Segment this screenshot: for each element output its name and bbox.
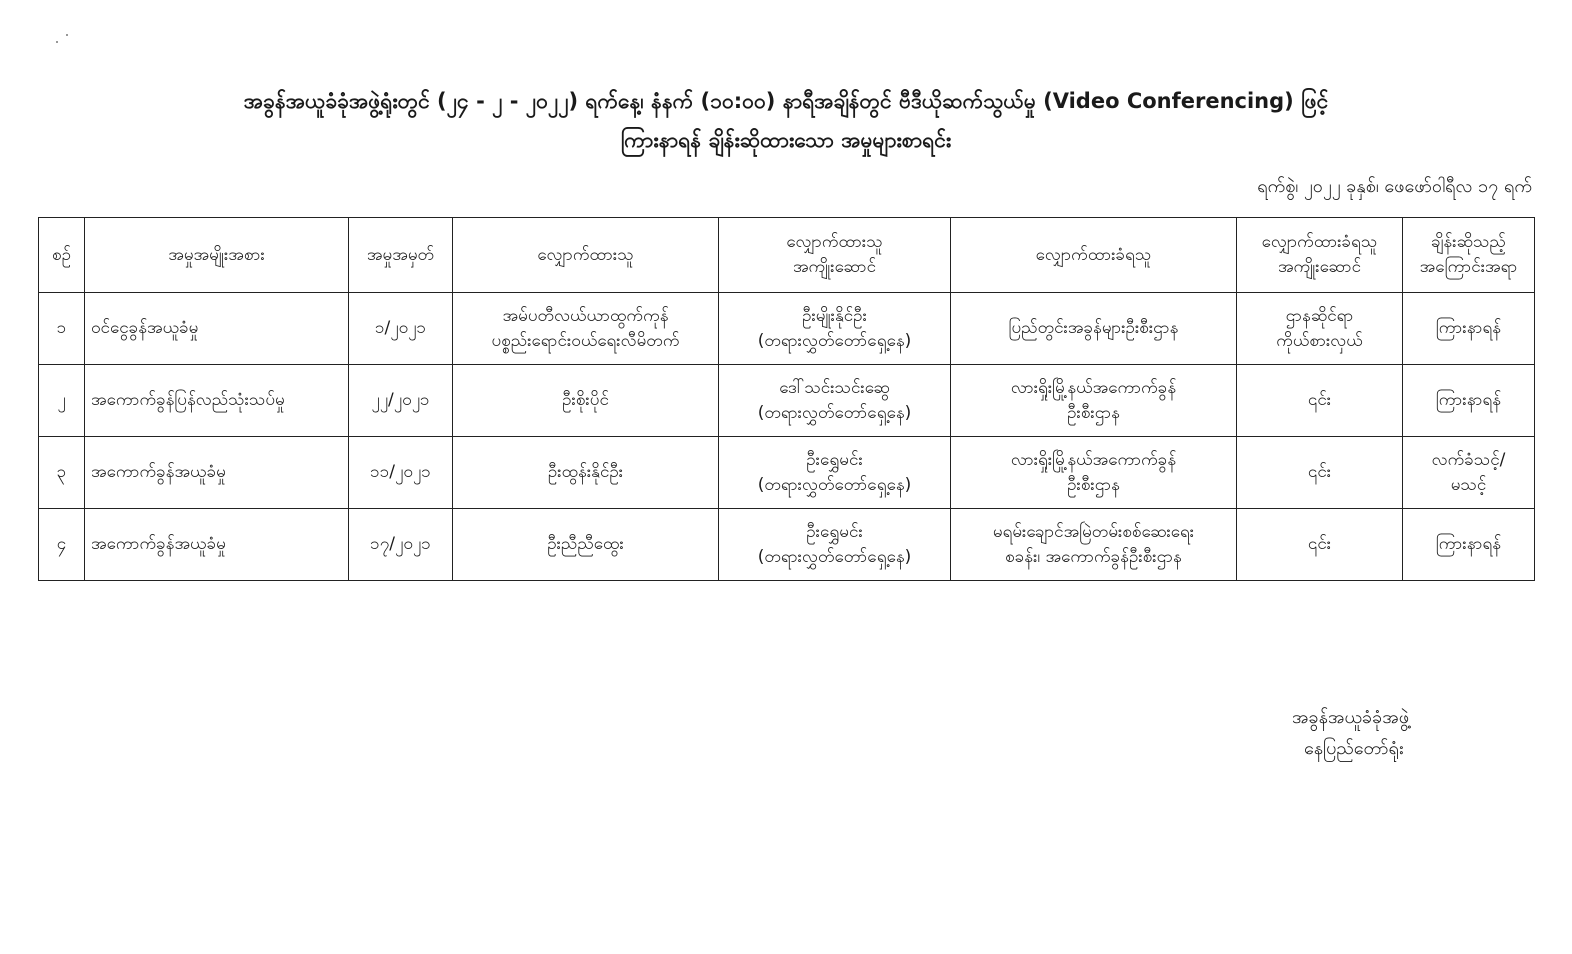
header-applicant-agent: လျှောက်ထားသူ အကျိုးဆောင် [719, 218, 951, 293]
cell-case-type: အကောက်ခွန်ပြန်လည်သုံးသပ်မှု [85, 365, 349, 437]
cell-applicant: ဦးညီညီထွေး [453, 509, 719, 581]
cell-respondent: ပြည်တွင်းအခွန်များဦးစီးဌာန [951, 293, 1237, 365]
header-no: စဉ် [39, 218, 85, 293]
header-purpose: ချိန်းဆိုသည့် အကြောင်းအရာ [1403, 218, 1535, 293]
cell-applicant-agent: ဦးရွှေမင်း (တရားလွှတ်တော်ရှေ့နေ) [719, 437, 951, 509]
signature-block [1292, 703, 1409, 764]
cell-applicant: ဦးထွန်းနိုင်ဦး [453, 437, 719, 509]
cell-purpose: ကြားနာရန် [1403, 509, 1535, 581]
cell-respondent-agent: ၎င်း [1237, 437, 1403, 509]
scan-speck [56, 41, 58, 43]
table-row [39, 293, 1535, 365]
cell-no: ၃ [39, 437, 85, 509]
cell-case-no: ၂၂/၂၀၂၁ [349, 365, 453, 437]
cell-applicant: ဦးစိုးပိုင် [453, 365, 719, 437]
header-case-no: အမှုအမှတ် [349, 218, 453, 293]
cell-case-type: အကောက်ခွန်အယူခံမှု [85, 509, 349, 581]
document-date: ရက်စွဲ၊ ၂၀၂၂ ခုနှစ်၊ ဖေဖော်ဝါရီလ ၁၇ ရက် [1257, 176, 1532, 197]
table-row [39, 365, 1535, 437]
header-respondent: လျှောက်ထားခံရသူ [951, 218, 1237, 293]
cell-respondent-agent: ၎င်း [1237, 365, 1403, 437]
signature-line2: နေပြည်တော်ရုံး [1304, 737, 1404, 759]
cell-case-no: ၁၁/၂၀၂၁ [349, 437, 453, 509]
case-schedule-table [38, 217, 1535, 581]
cell-applicant-agent: ဦးရွှေမင်း (တရားလွှတ်တော်ရှေ့နေ) [719, 509, 951, 581]
document-title-line1: အခွန်အယူခံခုံအဖွဲ့ရုံးတွင် (၂၄ - ၂ - ၂၀၂၂) ရက်နေ့၊ နံနက် (၁၀:၀၀) နာရီအချိန်တွင် ဗီဒီယိုဆက်သွယ်မှု (Video Conferencing) ဖြင့် [243, 89, 1329, 113]
cell-case-type: ဝင်ငွေခွန်အယူခံမှု [85, 293, 349, 365]
cell-applicant: အမ်ပတီလယ်ယာထွက်ကုန် ပစ္စည်းရောင်းဝယ်ရေးလီမိတက် [453, 293, 719, 365]
cell-no: ၄ [39, 509, 85, 581]
cell-respondent-agent: ၎င်း [1237, 509, 1403, 581]
cell-applicant-agent: ဒေါ်သင်းသင်းဆွေ (တရားလွှတ်တော်ရှေ့နေ) [719, 365, 951, 437]
cell-respondent-agent: ဌာနဆိုင်ရာ ကိုယ်စားလှယ် [1237, 293, 1403, 365]
cell-respondent: မရမ်းချောင်အမြဲတမ်းစစ်ဆေးရေး စခန်း၊ အကောက်ခွန်ဦးစီးဌာန [951, 509, 1237, 581]
cell-purpose: ကြားနာရန် [1403, 365, 1535, 437]
cell-case-type: အကောက်ခွန်အယူခံမှု [85, 437, 349, 509]
cell-purpose: ကြားနာရန် [1403, 293, 1535, 365]
scan-speck [66, 34, 68, 36]
signature-line1: အခွန်အယူခံခုံအဖွဲ့ [1292, 707, 1410, 728]
cell-case-no: ၁/၂၀၂၁ [349, 293, 453, 365]
cell-respondent: လားရှိုးမြို့နယ်အကောက်ခွန် ဦးစီးဌာန [951, 365, 1237, 437]
header-case-type: အမှုအမျိုးအစား [85, 218, 349, 293]
document-title-line2: ကြားနာရန် ချိန်းဆိုထားသော အမှုများစာရင်း [620, 128, 952, 152]
cell-respondent: လားရှိုးမြို့နယ်အကောက်ခွန် ဦးစီးဌာန [951, 437, 1237, 509]
cell-case-no: ၁၇/၂၀၂၁ [349, 509, 453, 581]
header-applicant: လျှောက်ထားသူ [453, 218, 719, 293]
cell-purpose: လက်ခံသင့်/ မသင့် [1403, 437, 1535, 509]
cell-no: ၂ [39, 365, 85, 437]
cell-no: ၁ [39, 293, 85, 365]
cell-applicant-agent: ဦးမျိုးနိုင်ဦး (တရားလွှတ်တော်ရှေ့နေ) [719, 293, 951, 365]
header-respondent-agent: လျှောက်ထားခံရသူ အကျိုးဆောင် [1237, 218, 1403, 293]
table-header-row [39, 218, 1535, 293]
table-row [39, 509, 1535, 581]
table-row [39, 437, 1535, 509]
